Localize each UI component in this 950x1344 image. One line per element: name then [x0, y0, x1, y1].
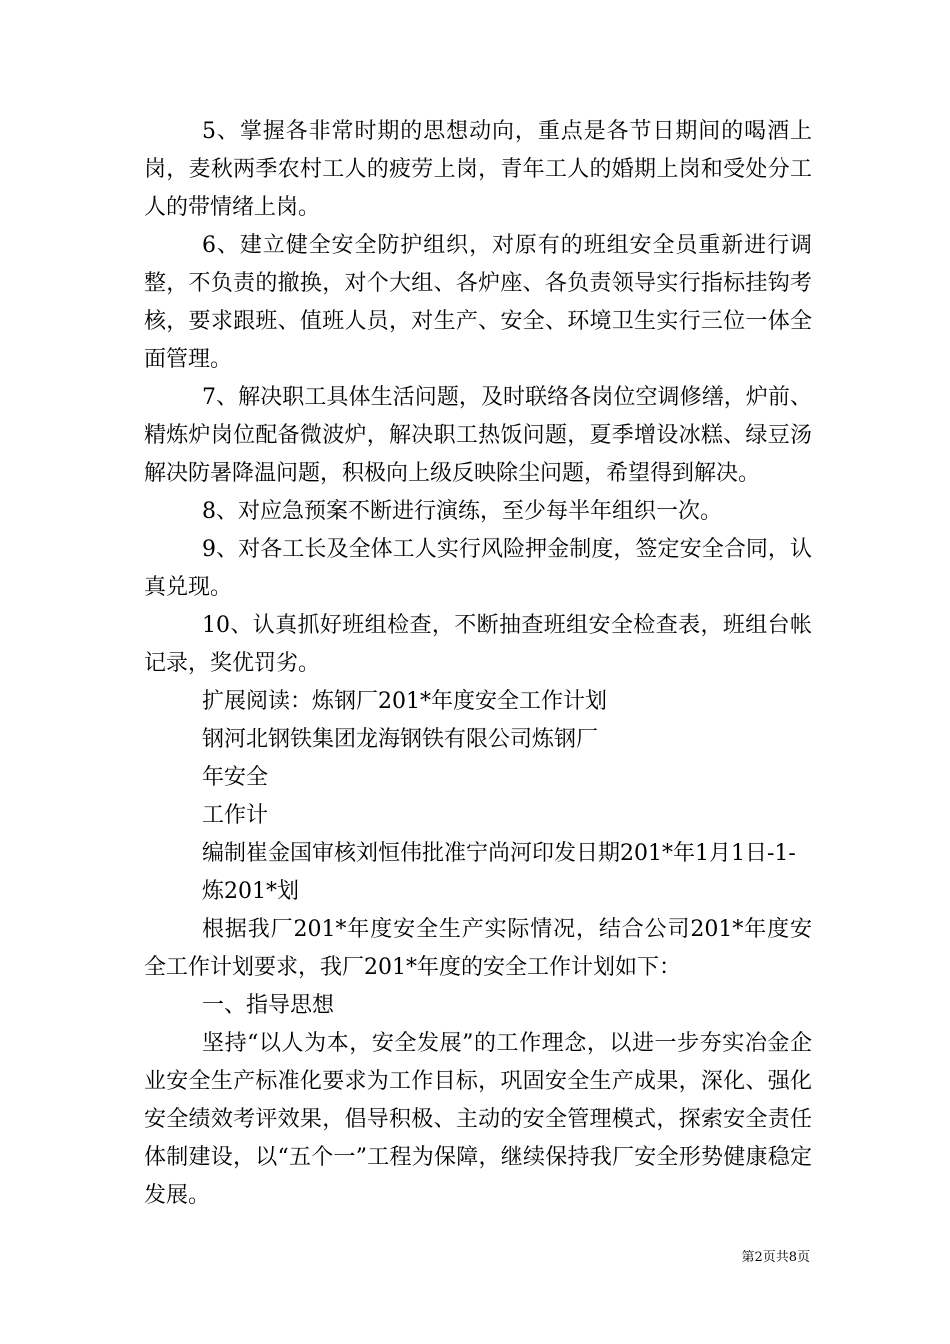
page-number-footer: 第2页共8页: [741, 1250, 810, 1265]
paragraph-item-10: 10、认真抓好班组检查，不断抽查班组安全检查表，班组台帐记录，奖优罚劣。: [144, 613, 812, 676]
document-body: [144, 113, 812, 1215]
paragraph-item-9: 9、对各工长及全体工人实行风险押金制度，签定安全合同，认真兑现。: [144, 537, 812, 600]
title-fragment-work-plan: 工作计: [202, 803, 269, 828]
paragraph-item-8: 8、对应急预案不断进行演练，至少每半年组织一次。: [202, 499, 722, 524]
title-fragment-annual-safety: 年安全: [202, 765, 269, 790]
paragraph-item-7: 7、解决职工具体生活问题，及时联络各岗位空调修缮，炉前、精炼炉岗位配备微波炉，解决职工热饭问题，夏季增设冰糕、绿豆汤解决防暑降温问题，积极向上级反映除尘问题，希望得到解决。: [144, 385, 812, 486]
extended-reading-heading: 扩展阅读：炼钢厂201*年度安全工作计划: [202, 689, 607, 714]
intro-paragraph: 根据我厂201*年度安全生产实际情况，结合公司201*年度安全工作计划要求，我厂201*年度的安全工作计划如下：: [144, 917, 812, 980]
paragraph-item-6: 6、建立健全安全防护组织，对原有的班组安全员重新进行调整，不负责的撤换，对个大组、各炉座、各负责领导实行指标挂钩考核，要求跟班、值班人员，对生产、安全、环境卫生实行三位一体全面管理。: [144, 233, 812, 372]
paragraph-item-5: 5、掌握各非常时期的思想动向，重点是各节日期间的喝酒上岗，麦秋两季农村工人的疲劳上岗，青年工人的婚期上岗和受处分工人的带情绪上岗。: [144, 119, 812, 220]
company-name-line: 钢河北钢铁集团龙海钢铁有限公司炼钢厂: [202, 727, 599, 752]
section-heading-guiding-ideology: 一、指导思想: [202, 993, 335, 1018]
guiding-ideology-paragraph: 坚持“以人为本，安全发展”的工作理念，以进一步夯实冶金企业安全生产标准化要求为工作目标，巩固安全生产成果，深化、强化安全绩效考评效果，倡导积极、主动的安全管理模式，探索安全责任体制建设，以“五个一”工程为保障，继续保持我厂安全形势健康稳定发展。: [144, 1031, 812, 1208]
document-metadata-line: 编制崔金国审核刘恒伟批准宁尚河印发日期201*年1月1日-1-: [202, 841, 796, 866]
title-fragment-plan: 炼201*划: [202, 879, 299, 904]
